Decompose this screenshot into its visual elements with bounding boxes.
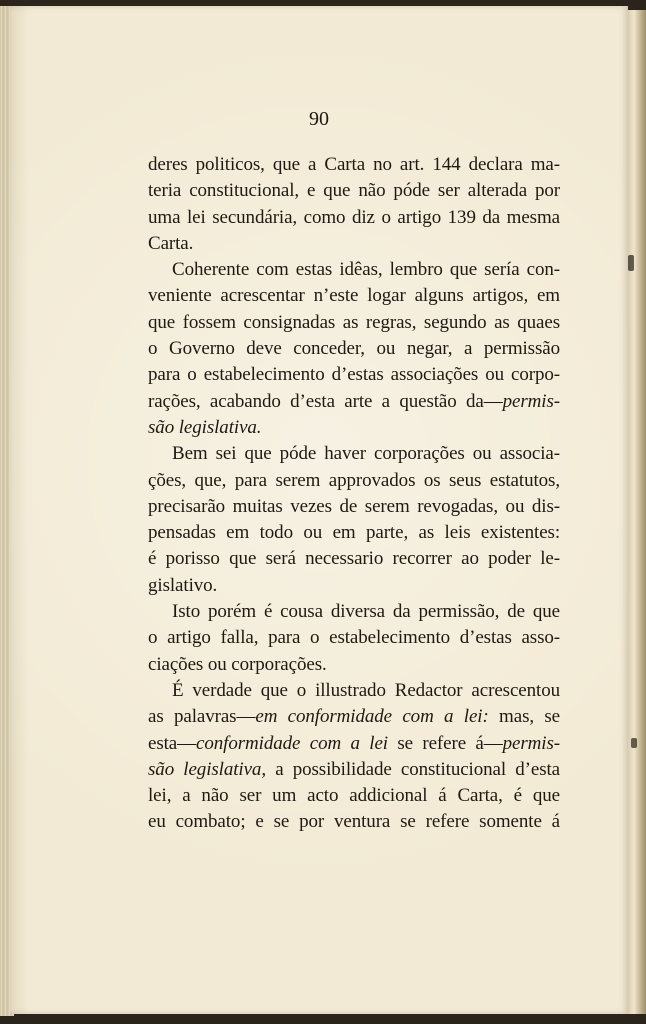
italic-run: são legislativa, [148,758,266,780]
text-line: Carta. [148,232,194,254]
italic-run: permis- [502,390,560,412]
body-text [148,152,560,836]
book-page [10,6,628,1014]
right-page-edges [628,10,646,1014]
text-line: que fossem consignadas as regras, segundo as quaes [148,311,560,333]
text-line: precisarão muitas vezes de serem revogadas, ou dis- [148,495,560,517]
text-line: lei, a não ser um acto addicional á Carta, é que [148,785,560,807]
text-line: Bem sei que póde haver corporações ou associa- [172,443,560,465]
text-line: ciações ou corporações. [148,653,327,675]
text-run: a possibilidade constitucional d’esta [266,758,561,780]
text-line-mixed [148,704,560,730]
text-line-mixed [148,389,560,415]
italic-run: permis- [502,732,560,754]
text-line: para o estabelecimento d’estas associações ou corpo- [148,364,560,386]
italic-run: conformidade com a lei [196,732,388,754]
text-line-mixed [148,757,560,783]
edge-mark [631,738,637,748]
text-line: teria constitucional, e que não póde ser alterada por [148,180,560,202]
text-line: uma lei secundária, como diz o artigo 139 da mesma [148,206,560,228]
text-line: eu combato; e se por ventura se refere somente á [148,811,560,833]
text-line: ções, que, para serem approvados os seus estatutos, [148,469,560,491]
text-run: rações, acabando d’esta arte a questão da— [148,390,503,412]
text-line: o artigo falla, para o estabelecimento d’estas asso- [148,627,560,649]
text-line: é porisso que será necessario recorrer ao poder le- [148,548,560,570]
text-run: esta— [148,732,197,754]
text-line: o Governo deve conceder, ou negar, a permissão [148,338,560,360]
text-run: se refere á— [387,732,503,754]
text-run: mas, se [488,706,560,728]
text-line: É verdade que o illustrado Redactor acrescentou [172,679,560,701]
text-line [148,415,560,441]
text-line-mixed [148,731,560,757]
text-line: veniente acrescentar n’este logar alguns artigos, em [148,285,560,307]
text-line: deres politicos, que a Carta no art. 144 declara ma- [148,154,560,175]
text-line: pensadas em todo ou em parte, as leis existentes: [148,522,560,544]
text-line: Coherente com estas idêas, lembro que sería con- [172,259,560,281]
italic-run: em conformidade com a lei: [255,706,489,728]
edge-mark [628,255,634,271]
page-number: 90 [309,108,329,130]
text-line: gislativo. [148,574,218,596]
text-line: Isto porém é cousa diversa da permissão, de que [172,601,560,623]
italic-run: são legislativa. [148,416,262,438]
text-run: as palavras— [148,706,256,728]
